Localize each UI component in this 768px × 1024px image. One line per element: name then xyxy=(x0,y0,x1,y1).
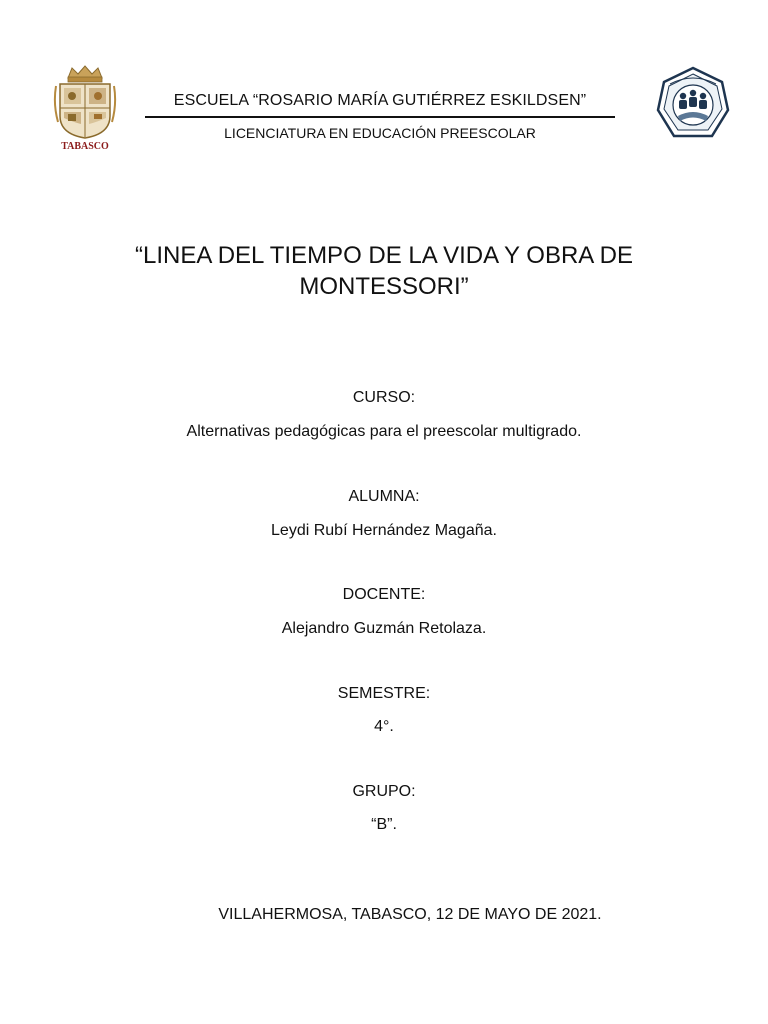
tabasco-coat-of-arms-icon xyxy=(52,64,118,152)
place-and-date: VILLAHERMOSA, TABASCO, 12 DE MAYO DE 2021. xyxy=(218,906,602,923)
school-name: ESCUELA “ROSARIO MARÍA GUTIÉRREZ ESKILDSEN” xyxy=(173,92,587,109)
course-value: Alternativas pedagógicas para el preescolar multigrado. xyxy=(186,423,582,440)
teacher-label: DOCENTE: xyxy=(342,586,426,603)
semester-value: 4°. xyxy=(374,718,394,735)
teacher-value: Alejandro Guzmán Retolaza. xyxy=(281,620,487,637)
course-label: CURSO: xyxy=(352,389,416,406)
group-label: GRUPO: xyxy=(352,783,416,800)
document-title xyxy=(60,240,708,302)
degree-program: LICENCIATURA EN EDUCACIÓN PREESCOLAR xyxy=(224,125,536,141)
title-line-2: MONTESSORI” xyxy=(299,273,469,300)
tabasco-logo-caption: TABASCO xyxy=(61,141,109,152)
student-value: Leydi Rubí Hernández Magaña. xyxy=(271,522,497,539)
title-line-1: “LINEA DEL TIEMPO DE LA VIDA Y OBRA DE xyxy=(135,242,633,269)
school-seal-icon xyxy=(656,66,730,144)
group-value: “B”. xyxy=(371,816,397,833)
semester-label: SEMESTRE: xyxy=(337,685,431,702)
header-divider xyxy=(145,116,615,118)
student-label: ALUMNA: xyxy=(348,488,420,505)
